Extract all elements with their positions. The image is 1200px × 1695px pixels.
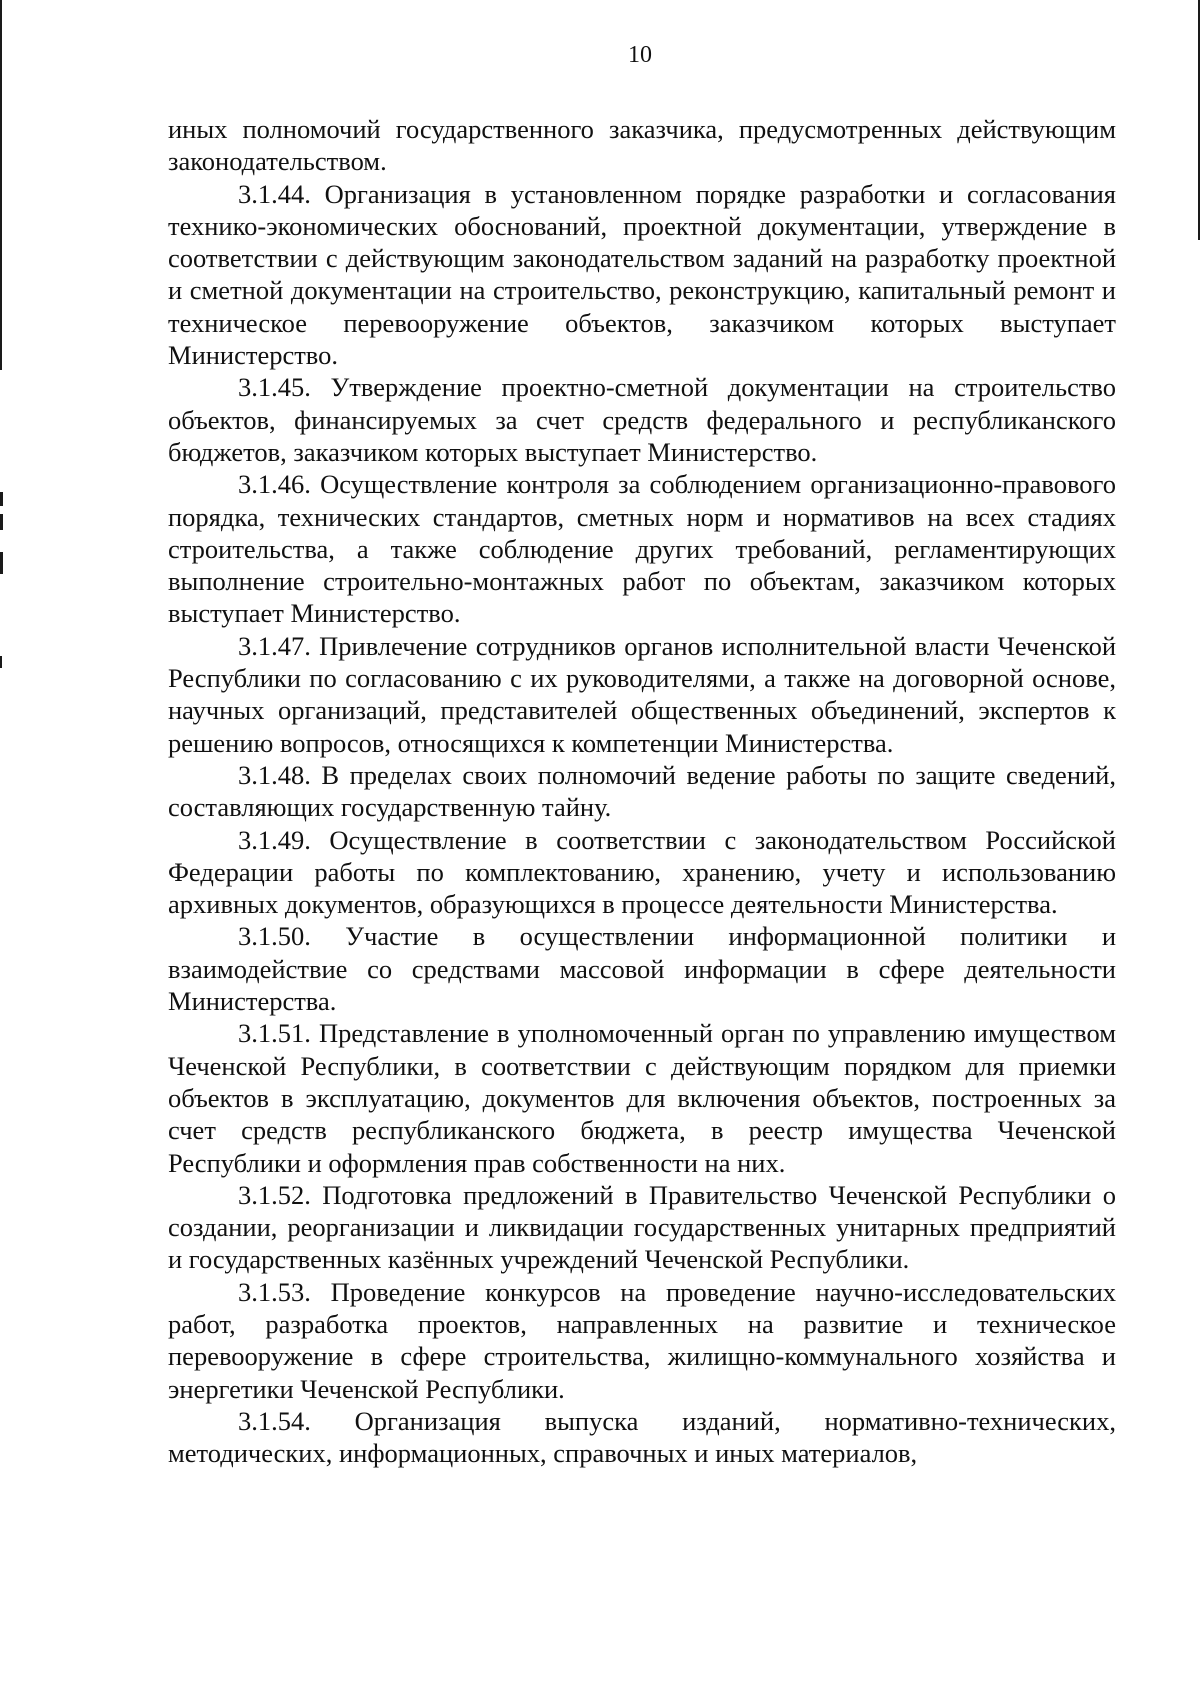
paragraph-3-1-45: 3.1.45. Утверждение проектно-сметной документации на строительство объектов, финансируемых за счет средств федерального и республиканского бюджетов, заказчиком которых выступает Министерство.	[168, 372, 1116, 467]
paragraph-3-1-47: 3.1.47. Привлечение сотрудников органов исполнительной власти Чеченской Республики по согласованию с их руководителями, а также на договорной основе, научных организаций, представителей общественных объединений, экспертов к решению вопросов, относящихся к компетенции Министерства.	[168, 630, 1116, 758]
paragraph-3-1-49: 3.1.49. Осуществление в соответствии с законодательством Российской Федерации работы по комплектованию, хранению, учету и использованию архивных документов, образующихся в процессе деятельности Министерства.	[168, 824, 1116, 920]
paragraph-3-1-46: 3.1.46. Осуществление контроля за соблюдением организационно-правового порядка, технических стандартов, сметных норм и нормативов на всех стадиях строительства, а также соблюдение других требований, регламентирующих выполнение строительно-монтажных работ по объектам, заказчиком которых выступает Министерство.	[168, 469, 1116, 629]
page-number: 10	[628, 42, 652, 68]
paragraph-3-1-48: 3.1.48. В пределах своих полномочий ведение работы по защите сведений, составляющих государственную тайну.	[168, 759, 1116, 823]
scan-mark	[0, 656, 2, 668]
scan-mark	[0, 552, 3, 574]
paragraph-3-1-50: 3.1.50. Участие в осуществлении информационной политики и взаимодействие со средствами массовой информации в сфере деятельности Министерства.	[168, 921, 1116, 1017]
paragraph-3-1-44: 3.1.44. Организация в установленном порядке разработки и согласования технико-экономических обоснований, проектной документации, утверждение в соответствии с действующим законодательством заданий на разработку проектной и сметной документации на строительство, реконструкцию, капитальный ремонт и техническое перевооружение объектов, заказчиком которых выступает Министерство.	[168, 178, 1116, 371]
paragraph-3-1-52: 3.1.52. Подготовка предложений в Правительство Чеченской Республики о создании, реорганизации и ликвидации государственных унитарных предприятий и государственных казённых учреждений Чеченской Республики.	[168, 1179, 1116, 1275]
scan-mark	[0, 492, 3, 506]
paragraph-3-1-54: 3.1.54. Организация выпуска изданий, нормативно-технических, методических, информационных, справочных и иных материалов,	[168, 1405, 1116, 1469]
scan-mark	[0, 514, 3, 530]
paragraph-continuation: иных полномочий государственного заказчика, предусмотренных действующим законодательством.	[168, 114, 1116, 177]
paragraph-3-1-53: 3.1.53. Проведение конкурсов на проведение научно-исследовательских работ, разработка проектов, направленных на развитие и техническое перевооружение в сфере строительства, жилищно-коммунального хозяйства и энергетики Чеченской Республики.	[168, 1276, 1116, 1404]
document-body	[168, 113, 1116, 1469]
paragraph-3-1-51: 3.1.51. Представление в уполномоченный орган по управлению имуществом Чеченской Республики, в соответствии с действующим порядком для приемки объектов в эксплуатацию, документов для включения объектов, построенных за счет средств республиканского бюджета, в реестр имущества Чеченской Республики и оформления прав собственности на них.	[168, 1018, 1116, 1178]
